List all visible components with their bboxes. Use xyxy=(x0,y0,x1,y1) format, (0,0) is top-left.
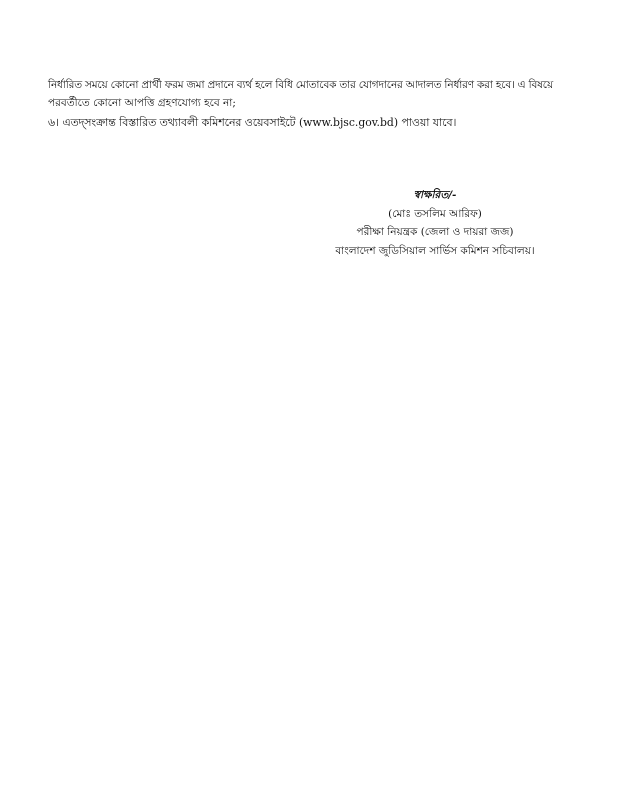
signatory-name: (মোঃ তসলিম আরিফ) xyxy=(388,207,482,220)
notice-paragraph-line-2: পরবর্তীতে কোনো আপত্তি গ্রহণযোগ্য হবে না; xyxy=(48,97,236,109)
signed-mark: স্বাক্ষরিত/- xyxy=(413,189,457,201)
signatory-designation: পরীক্ষা নিয়ন্ত্রক (জেলা ও দায়রা জজ) xyxy=(356,226,514,238)
signatory-office: বাংলাদেশ জুডিসিয়াল সার্ভিস কমিশন সচিবালয়। xyxy=(335,244,535,257)
notice-item-6: ৬। এতদ্‌সংক্রান্ত বিস্তারিত তথ্যাবলী কমিশনের ওয়েবসাইটে (www.bjsc.gov.bd) পাওয়া যাবে। xyxy=(48,116,457,129)
signature-block xyxy=(330,186,540,260)
notice-paragraph-line-1: নির্ধারিত সময়ে কোনো প্রার্থী ফরম জমা প্রদানে ব্যর্থ হলে বিধি মোতাবেক তার যোগদানের আদালত নির্ধারণ করা হবে। এ বিষয়ে xyxy=(48,79,553,91)
